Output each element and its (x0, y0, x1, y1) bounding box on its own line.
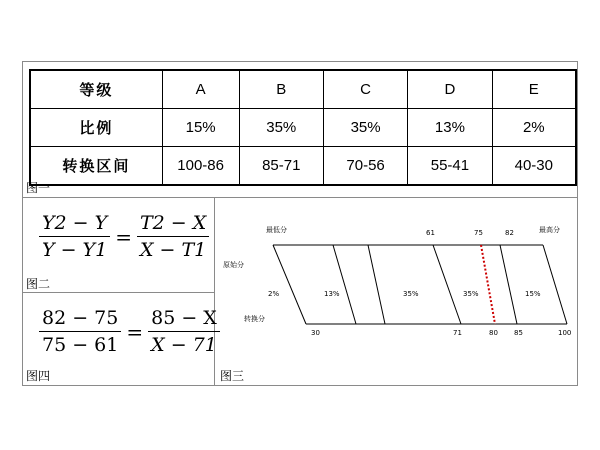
caption-fig2: 图二 (26, 277, 51, 291)
range-cell: 55-41 (408, 147, 492, 186)
range-cell: 85-71 (239, 147, 323, 186)
ratio-cell: 13% (408, 109, 492, 147)
top-tick: 82 (505, 229, 514, 237)
bottom-tick: 85 (514, 329, 523, 337)
grade-cell: D (408, 70, 492, 109)
range-cell: 70-56 (323, 147, 407, 186)
table-row-range (30, 147, 576, 186)
min-score-label: 最低分 (266, 226, 287, 234)
range-cell: 100-86 (162, 147, 239, 186)
top-tick: 61 (426, 229, 435, 237)
ratio-cell: 15% (162, 109, 239, 147)
table-row-grade (30, 70, 576, 109)
bottom-tick: 80 (489, 329, 498, 337)
row-header-grade: 等级 (30, 70, 162, 109)
caption-fig3: 图三 (220, 369, 245, 383)
bottom-tick: 71 (453, 329, 462, 337)
top-tick: 75 (474, 229, 483, 237)
numerator: T2 − X (139, 212, 207, 234)
max-score-label: 最高分 (539, 226, 560, 234)
caption-fig1: 图一 (26, 181, 51, 195)
bottom-tick: 100 (558, 329, 572, 337)
formula-general (39, 212, 209, 261)
band-boundary (368, 245, 385, 324)
equals-sign: = (126, 319, 144, 344)
numerator: 85 − X (151, 307, 217, 329)
band-percent: 13% (324, 290, 340, 298)
range-cell: 40-30 (492, 147, 576, 186)
fraction-left (39, 307, 121, 356)
raw-score-label: 原始分 (223, 261, 244, 269)
marker-line (481, 245, 495, 324)
fraction-left (39, 212, 110, 261)
row-header-range: 转换区间 (30, 147, 162, 186)
band-boundary (500, 245, 517, 324)
denominator: X − 71 (148, 331, 220, 356)
grade-cell: E (492, 70, 576, 109)
score-mapping-diagram (215, 198, 577, 386)
ratio-cell: 35% (323, 109, 407, 147)
band-boundary (543, 245, 567, 324)
denominator: Y − Y1 (39, 236, 110, 261)
band-boundary (273, 245, 306, 324)
band-percent: 2% (268, 290, 280, 298)
fraction-right (148, 307, 220, 356)
bottom-tick: 30 (311, 329, 320, 337)
table-row-ratio (30, 109, 576, 147)
band-percent: 35% (463, 290, 479, 298)
numerator: 82 − 75 (42, 307, 119, 329)
grade-cell: A (162, 70, 239, 109)
grade-cell: C (323, 70, 407, 109)
band-boundary (333, 245, 356, 324)
converted-score-label: 转换分 (244, 315, 265, 323)
divider (23, 292, 214, 293)
caption-fig4: 图四 (26, 369, 51, 383)
ratio-cell: 35% (239, 109, 323, 147)
denominator: 75 − 61 (39, 331, 121, 356)
figure-panel (22, 61, 578, 386)
grade-cell: B (239, 70, 323, 109)
row-header-ratio: 比例 (30, 109, 162, 147)
denominator: X − T1 (137, 236, 209, 261)
fraction-right (137, 212, 209, 261)
numerator: Y2 − Y (42, 212, 108, 234)
ratio-cell: 2% (492, 109, 576, 147)
band-percent: 15% (525, 290, 541, 298)
figure-1 (23, 62, 577, 197)
band-boundary (433, 245, 461, 324)
equals-sign: = (115, 224, 132, 249)
formula-example (39, 307, 220, 356)
band-percent: 35% (403, 290, 419, 298)
grade-conversion-table (29, 69, 577, 186)
